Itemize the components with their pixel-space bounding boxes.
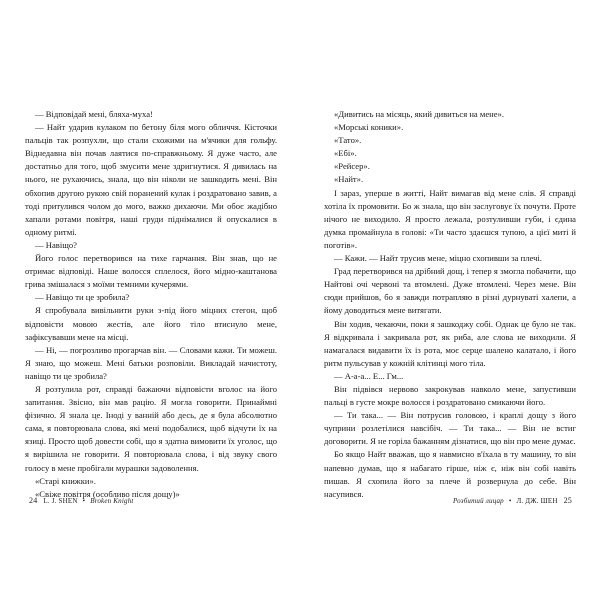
right-page-body: [324, 108, 576, 499]
left-footer-title: Broken Knight: [90, 497, 134, 505]
right-page-footer: [453, 496, 576, 505]
paragraph: «Рейсер».: [334, 161, 370, 172]
paragraph: — Навіщо?: [35, 239, 77, 250]
right-page-number: 25: [563, 496, 572, 505]
paragraph: — Ти така... — Він потрусив головою, і краплі дощу з його чуприни розлетілися навсібіч. — Ти така... — Він не встиг договорити. Я не горіла бажанням дізнатися, що він про мене думає.: [324, 410, 576, 447]
paragraph: «Тато».: [334, 135, 362, 146]
paragraph: — Ні, — погрозливо прогарчав він. — Словами кажи. Ти можеш. Я знаю, що можеш. Мені батьки розповіли. Викладай начистоту, навіщо ти це зробила?: [25, 344, 277, 381]
paragraph: «Найт».: [334, 174, 364, 185]
right-footer-author: Л. ДЖ. ШЕН: [516, 497, 558, 505]
paragraph: І зараз, уперше в житті, Найт вимагав від мене слів. Я справді хотіла їх промовити. Бо ж знала, що він заслуговує їх почути. Проте нічого не виходило. Я просто лежала, розтуливши губи, і єдина думка промайнула в голові: «Ти часто здаєшся тупою, а цієї миті й поготів».: [324, 187, 576, 250]
paragraph: — Навіщо ти це зробила?: [35, 292, 130, 303]
paragraph: «Ебі».: [334, 148, 357, 159]
left-page-number: 24: [29, 496, 38, 505]
paragraph: Град перетворився на дрібний дощ, і тепер я змогла побачити, що Найтові очі червоні та втомлені. Дуже втомлені. Через мене. Він сюди прийшов, бо я завжди потрапляю в різні дурнуваті халепи, а йому доводиться мене витягати.: [324, 266, 576, 316]
paragraph: «Свіже повітря (особливо після дощу)»: [35, 488, 180, 499]
left-footer-separator: •: [82, 497, 86, 505]
paragraph: — Найт ударив кулаком по бетону біля мого обличчя. Кісточки пальців так розпухли, що стали схожими на м'ячики для гольфу. Віднедавна він почав лаятися по-справжньому. Я дуже часто, але достатньо для того, щоб змусити мене здригнутися. Я дивилась на нього, не рухаючись, знала, що він ніколи не зашкодить мені. Він обхопив другою рукою свій поранений кулак і роздратовано завив, а тоді притулився чолом до мого, важко дихаючи. Ми обоє жадібно хапали ротами повітря, наші груди піднімалися й опускалися в одному ритмі.: [25, 122, 277, 237]
paragraph: — Кажи. — Найт трусив мене, міцно схопивши за плечі.: [334, 253, 542, 264]
paragraph: Він ходив, чекаючи, поки я зашкоджу собі. Однак це було не так. Я відкривала і закривала рот, як риба, але слова не виходили. Я намагалася видавити їх із рота, моє серце шалено калатало, і його ритм пульсував у кожній клітинці мого тіла.: [324, 318, 576, 368]
paragraph: Він підвівся нервово закрокував навколо мене, запустивши пальці в густе мокре волосся і роздратовано смикаючи його.: [324, 383, 576, 408]
paragraph: — Відповідай мені, бляха-муха!: [35, 109, 153, 119]
left-page-body: [25, 108, 277, 499]
right-footer-separator: •: [508, 497, 512, 505]
paragraph: Бо якщо Найт вважав, що я навмисно в'їхала в ту машину, то він напевно думав, що я набагато гірше, ніж є, ніж він собі навіть пишав. Я схопила його за плече й розвернула до себе. Він насупився.: [324, 449, 576, 499]
paragraph: Я розтулила рот, справді бажаючи відповісти вголос на його запитання. Звісно, він мав рацію. Я могла говорити. Принаймні фізично. Я знала це. Іноді у ванній або десь, де я була абсолютно сама, я повторювала слова, які мені подобалися, щоб відчути їх на язиці. Просто щоб довести собі, що я здатна вимовити їх уголос, що я вирішила не говорити. Я повторювала слова, і від звуку свого голосу в мене пробігали мурашки задоволення.: [25, 383, 277, 473]
paragraph: Я спробувала вивільнити руки з-під його міцних стегон, щоб відповісти мовою жестів, але його тіло втиснуло мене, зафіксувавши мене на місці.: [25, 305, 277, 342]
left-footer-author: L. J. SHEN: [43, 497, 78, 505]
paragraph: «Дивитись на місяць, який дивиться на мене».: [334, 109, 504, 119]
left-page-footer: [25, 496, 134, 505]
paragraph: «Морські коники».: [334, 122, 404, 133]
left-page-paragraphs: [25, 108, 277, 501]
paragraph: Його голос перетворився на тихе гарчання. Він знав, що не отримає відповіді. Наше волосся сплелося, його мідно-каштанова грива змішалася з моїми темними кучерями.: [25, 253, 277, 290]
paragraph: — А-а-а... Е... Гм...: [334, 370, 404, 381]
paragraph: «Старі книжки».: [35, 475, 96, 486]
right-footer-title: Розбитий лицар: [452, 497, 504, 505]
right-page-paragraphs: [324, 108, 576, 501]
